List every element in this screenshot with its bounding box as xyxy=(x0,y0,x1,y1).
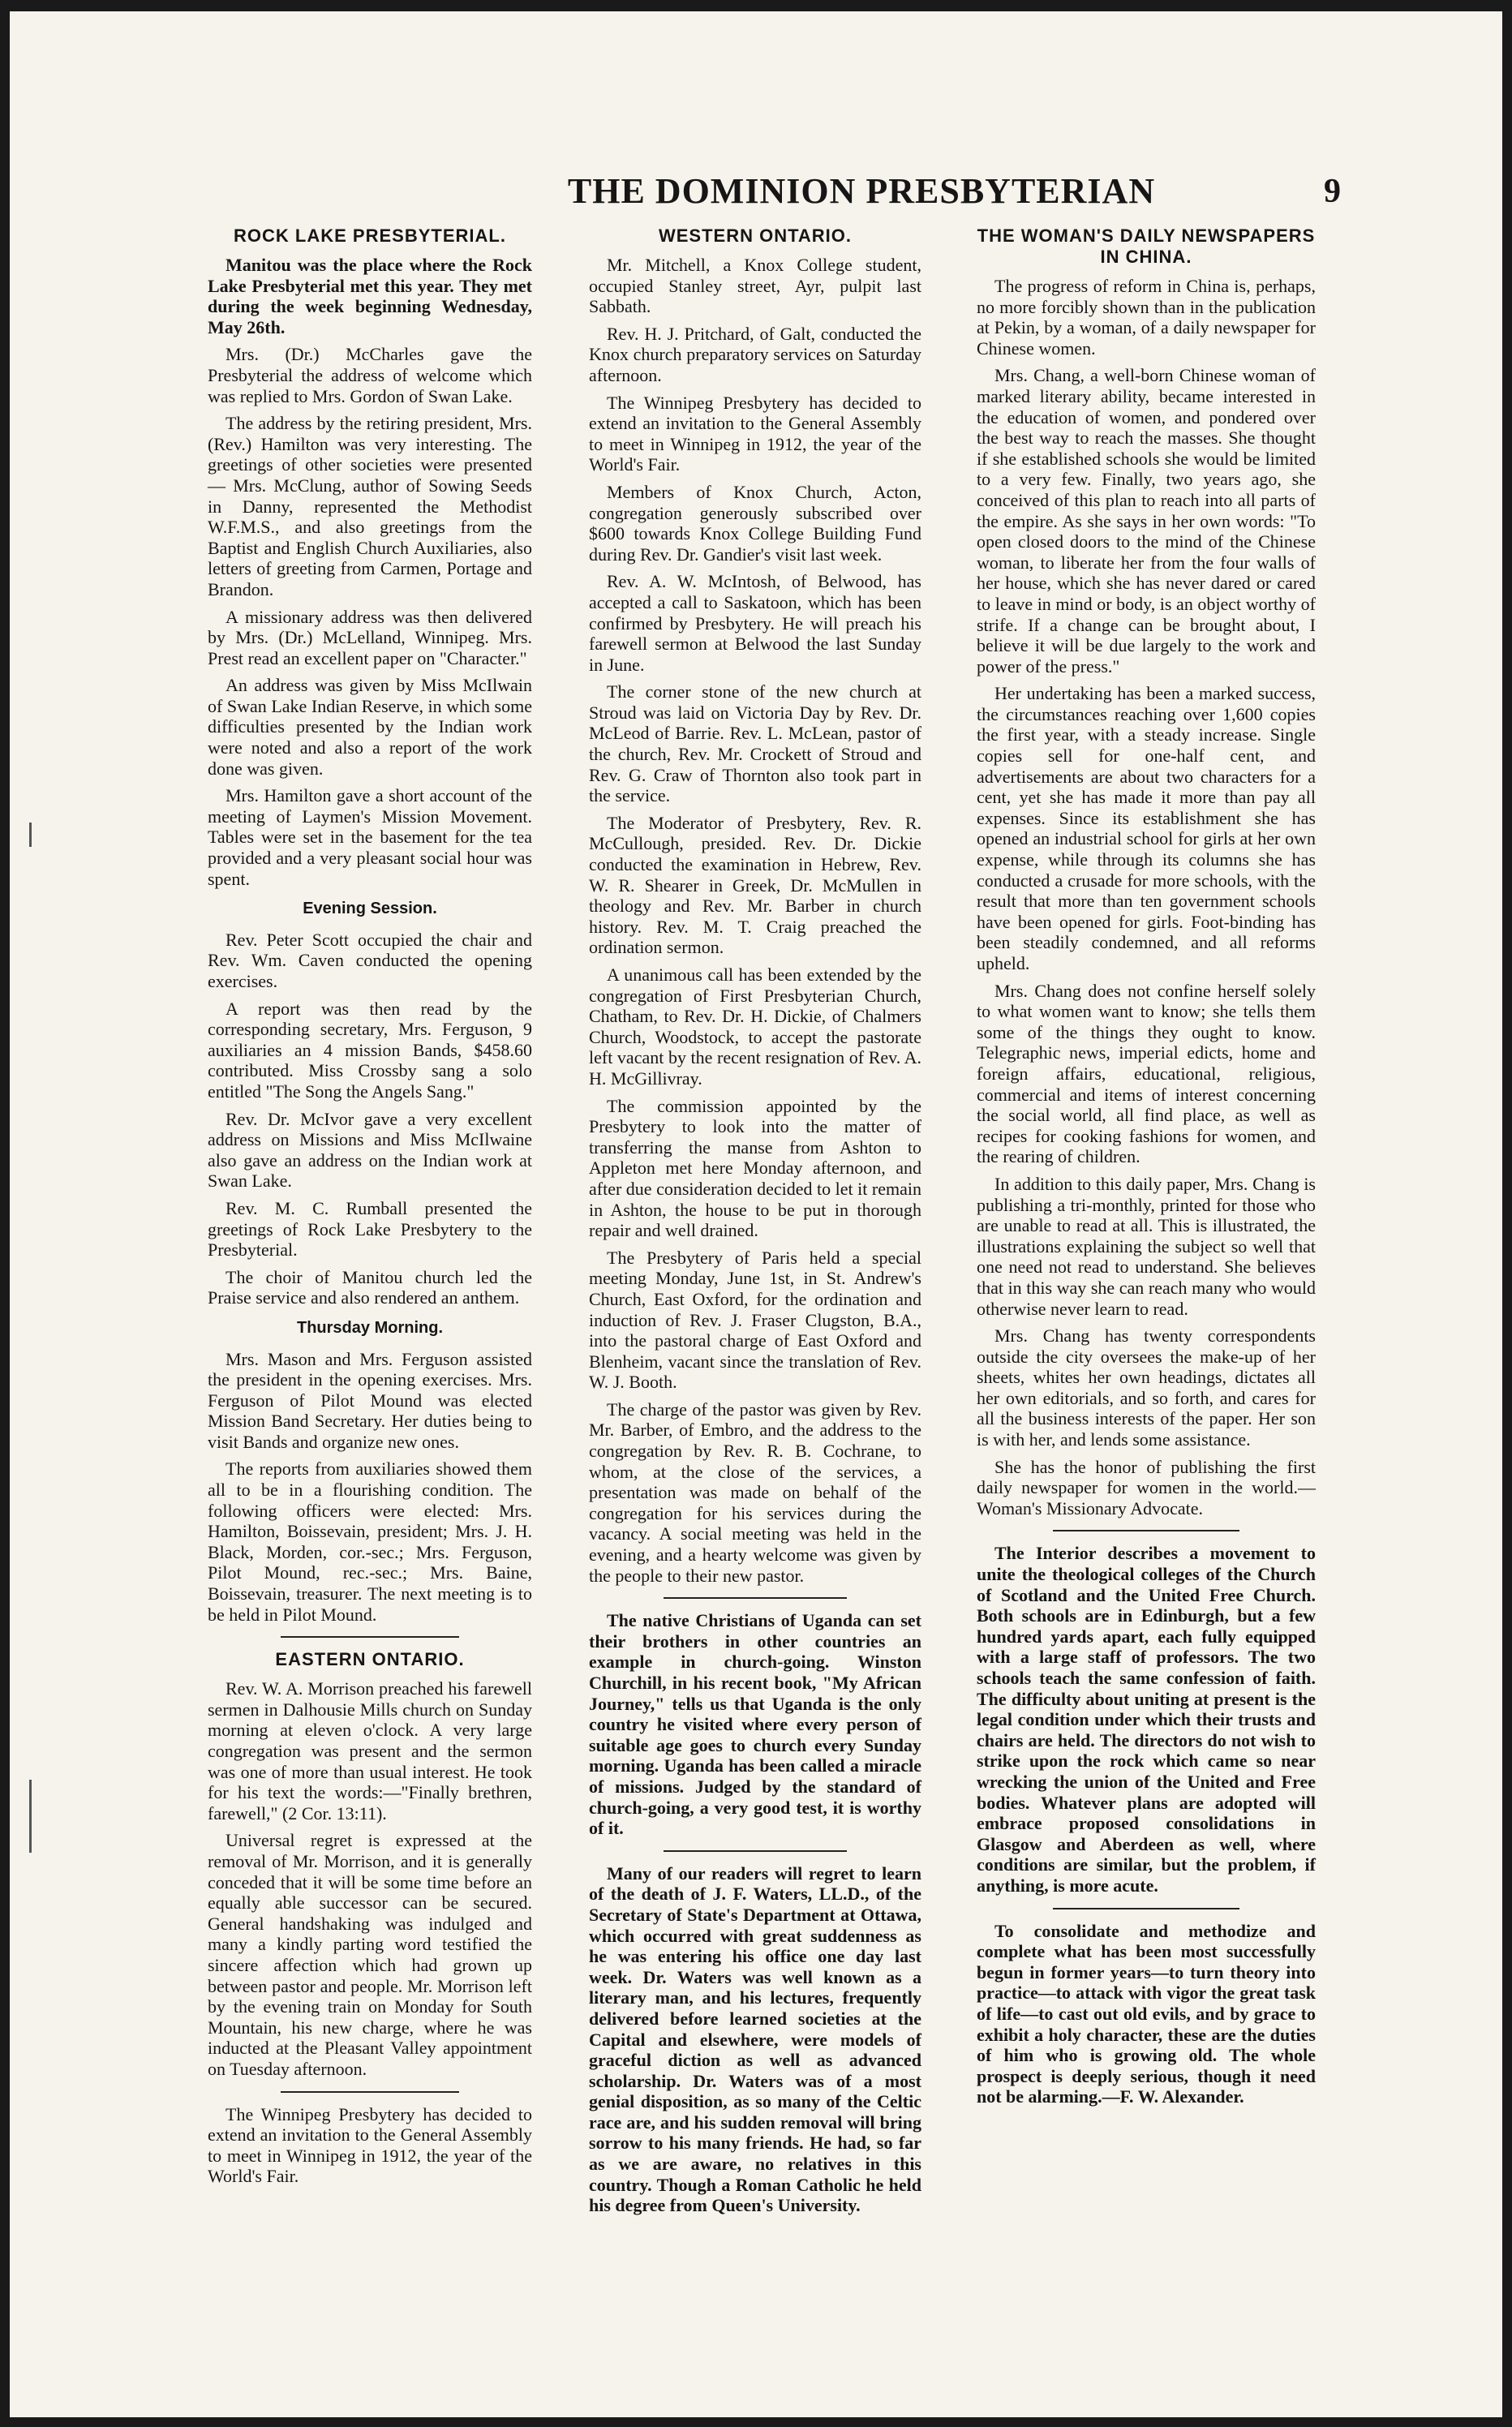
paragraph: Rev. A. W. McIntosh, of Belwood, has accepted a call to Saskatoon, which has been confirmed by Presbytery. He will preach his farewell sermon at Belwood the last Sunday in June. xyxy=(589,571,921,675)
paragraph: Mrs. Mason and Mrs. Ferguson assisted the president in the opening exercises. Mrs. Ferguson of Pilot Mound was elected Mission Band Secretary. Her duties being to visit Bands and organize new ones. xyxy=(208,1348,532,1452)
paragraph: To consolidate and methodize and complete what has been most successfully begun in former years—to turn theory into practice—to attack with vigor the great task of life—to cast out old evils, and by grace to exhibit a holy character, these are the duties of him who is growing old. The whole prospect is deeply serious, though it need not be alarming.—F. W. Alexander. xyxy=(977,1920,1316,2107)
paragraph: She has the honor of publishing the first daily newspaper for women in the world.—Woman's Missionary Advocate. xyxy=(977,1456,1316,1518)
section-heading: ROCK LAKE PRESBYTERIAL. xyxy=(234,226,506,246)
paragraph: The commission appointed by the Presbytery to look into the matter of transferring the manse from Ashton to Appleton met here Monday afternoon, and after due consideration decided to let it remain in Ashton, the house to be put in thorough repair and well drained. xyxy=(589,1095,921,1241)
paragraph: The Winnipeg Presbytery has decided to extend an invitation to the General Assembly to meet in Winnipeg in 1912, the year of the World's Fair. xyxy=(208,2103,532,2187)
section-heading: WESTERN ONTARIO. xyxy=(658,226,853,246)
paragraph: A missionary address was then delivered by Mrs. (Dr.) McLelland, Winnipeg. Mrs. Prest read an excellent paper on "Character." xyxy=(208,606,532,668)
page-number: 9 xyxy=(1324,173,1341,210)
paragraph: The choir of Manitou church led the Praise service and also rendered an anthem. xyxy=(208,1266,532,1308)
divider xyxy=(1053,1908,1239,1909)
paragraph: The reports from auxiliaries showed them all to be in a flourishing condition. The following officers were elected: Mrs. Hamilton, Boissevain, president; Mrs. J. H. Black, Morden, cor.-sec.; Mrs. Ferguson, Pilot Mound, rec.-sec.; Mrs. Baine, Boissevain, treasurer. The next meeting is to be held in Pilot Mound. xyxy=(208,1458,532,1625)
divider xyxy=(281,2091,459,2093)
paragraph: Rev. Peter Scott occupied the chair and Rev. Wm. Caven conducted the opening exercises. xyxy=(208,929,532,991)
column-2 xyxy=(589,221,921,2223)
paragraph: Rev. Dr. McIvor gave a very excellent address on Missions and Miss McIlwaine also gave an address on the Indian work at Swan Lake. xyxy=(208,1108,532,1192)
paragraph: A unanimous call has been extended by the congregation of First Presbyterian Church, Chatham, to Rev. Dr. H. Dickie, of Chalmers Church, Woodstock, to accept the pastorate left vacant by the recent resignation of Rev. A. H. McGillivray. xyxy=(589,964,921,1089)
paragraph: An address was given by Miss McIlwain of Swan Lake Indian Reserve, in which some difficulties presented by the Indian work were noted and also a report of the work done was given. xyxy=(208,675,532,779)
newspaper-page xyxy=(10,11,1502,2417)
paragraph: Mrs. Chang does not confine herself solely to what women want to know; she tells them some of the things they ought to know. Telegraphic news, imperial edicts, home and foreign affairs, educational, religious, commercial and items of interest concerning the social world, all find place, as well as recipes for cooking fashions for women, and the rearing of children. xyxy=(977,980,1316,1167)
divider xyxy=(281,1636,459,1638)
divider xyxy=(664,1850,847,1852)
divider xyxy=(1053,1530,1239,1531)
paragraph: Manitou was the place where the Rock Lake Presbyterial met this year. They met during the week beginning Wednesday, May 26th. xyxy=(208,255,532,337)
paragraph: In addition to this daily paper, Mrs. Chang is publishing a tri-monthly, printed for those who are unable to read at all. This is illustrated, the illustrations explaining the subject so well that one need not read to understand. She believes that in this way she can reach many who would otherwise never learn to read. xyxy=(977,1173,1316,1319)
section-heading: EASTERN ONTARIO. xyxy=(275,1649,465,1670)
paragraph: Her undertaking has been a marked success, the circumstances reaching over 1,600 copies the first year, with a steady increase. Single copies sell for one-half cent, and advertisements are about two characters for a cent, yet she has made it more than pay all expenses. Since its establishment she has opened an industrial school for girls at her own expense, while through its columns she has conducted a crusade for more schools, with the result that more than ten government schools have been opened for girls. Foot-binding has been steadily condemned, and all reforms upheld. xyxy=(977,683,1316,973)
paragraph: The progress of reform in China is, perhaps, no more forcibly shown than in the publication at Pekin, by a woman, of a daily newspaper for Chinese women. xyxy=(977,276,1316,359)
paragraph: The corner stone of the new church at Stroud was laid on Victoria Day by Rev. Dr. McLeod of Barrie. Rev. L. McLean, pastor of the church, Rev. Mr. Crockett of Stroud and Rev. G. Craw of Thornton also took part in the service. xyxy=(589,681,921,806)
paragraph: Mrs. Chang, a well-born Chinese woman of marked literary ability, became interested in the education of women, and pondered over the best way to reach the masses. She thought if she established schools she would be limited to a very few. Finally, two years ago, she conceived of this plan to reach into all parts of the empire. As she says in her own words: "To open closed doors to the mind of the Chinese woman, to liberate her from the four walls of her house, which she has never dared or cared to leave in mind or body, is an object worthy of strife. If a change can be brought about, I believe it will be due largely to the work and power of the press." xyxy=(977,365,1316,677)
paragraph: Mr. Mitchell, a Knox College student, occupied Stanley street, Ayr, pulpit last Sabbath. xyxy=(589,255,921,317)
binding-mark xyxy=(29,823,32,847)
paragraph: Members of Knox Church, Acton, congregation generously subscribed over $600 towards Knox College Building Fund during Rev. Dr. Gandier's visit last week. xyxy=(589,481,921,565)
column-1 xyxy=(208,221,532,2193)
subheading: Evening Session. xyxy=(303,900,437,918)
paragraph: Mrs. Hamilton gave a short account of the meeting of Laymen's Mission Movement. Tables were set in the basement for the tea provided and a very pleasant social hour was spent. xyxy=(208,785,532,889)
binding-mark xyxy=(29,1780,32,1853)
subheading: Thursday Morning. xyxy=(297,1318,443,1337)
paragraph: Mrs. (Dr.) McCharles gave the Presbyterial the address of welcome which was replied to Mrs. Gordon of Swan Lake. xyxy=(208,344,532,406)
paragraph: The Interior describes a movement to unite the theological colleges of the Church of Scotland and the United Free Church. Both schools are in Edinburgh, but a few hundred yards apart, each fully equipped with a large staff of professors. The two schools teach the same confession of faith. The difficulty about uniting at present is the legal condition under which their trusts and chairs are held. The directors do not wish to strike upon the rock which came so near wrecking the union of the United and Free bodies. Whatever plans are adopted will embrace proposed consolidations in Glasgow and Aberdeen as well, where conditions are similar, but the problem, if anything, is more acute. xyxy=(977,1543,1316,1896)
paragraph: The native Christians of Uganda can set their brothers in other countries an example in church-going. Winston Churchill, in his recent book, "My African Journey," tells us that Uganda is the only country he visited where every person of suitable age goes to church every Sunday morning. Uganda has been called a miracle of missions. Judged by the standard of church-going, a very good test, it is worthy of it. xyxy=(589,1610,921,1839)
paragraph: Many of our readers will regret to learn of the death of J. F. Waters, LL.D., of the Secretary of State's Department at Ottawa, which occurred with great suddenness as he was entering his office one day last week. Dr. Waters was well known as a literary man, and his lectures, frequently delivered before learned societies at the Capital and elsewhere, were models of graceful diction as well as advanced scholarship. Dr. Waters was of a most genial disposition, as so many of the Celtic race are, and his sudden removal will bring sorrow to his many friends. He had, so far as we are aware, no relatives in this country. Though a Roman Catholic he held his degree from Queen's University. xyxy=(589,1862,921,2216)
paragraph: The Winnipeg Presbytery has decided to extend an invitation to the General Assembly to meet in Winnipeg in 1912, the year of the World's Fair. xyxy=(589,392,921,475)
divider xyxy=(664,1597,847,1599)
running-head: THE DOMINION PRESBYTERIAN xyxy=(567,171,1156,211)
paragraph: Universal regret is expressed at the removal of Mr. Morrison, and it is generally conceded that it will be some time before an equally able successor can be secured. General handshaking was indulged and many a kindly parting word testified the sincere affection which had grown up between pastor and people. Mr. Morrison left by the evening train on Monday for South Mountain, his new charge, where he was inducted at the Pleasant Valley appointment on Tuesday afternoon. xyxy=(208,1830,532,2079)
paragraph: Rev. M. C. Rumball presented the greetings of Rock Lake Presbytery to the Presbyterial. xyxy=(208,1197,532,1261)
paragraph: The charge of the pastor was given by Rev. Mr. Barber, of Embro, and the address to the congregation by Rev. R. B. Cochrane, to whom, at the close of the services, a presentation was made on behalf of the congregation for his services during the vacancy. A social meeting was held in the evening, and a hearty welcome was given by the people to their new pastor. xyxy=(589,1398,921,1586)
paragraph: The Presbytery of Paris held a special meeting Monday, June 1st, in St. Andrew's Church, East Oxford, for the ordination and induction of Rev. J. Fraser Clugston, B.A., into the pastoral charge of East Oxford and Blenheim, vacant since the translation of Rev. W. J. Booth. xyxy=(589,1247,921,1393)
paragraph: The Moderator of Presbytery, Rev. R. McCullough, presided. Rev. Dr. Dickie conducted the examination in Hebrew, Rev. W. R. Shearer in Greek, Dr. McMullen in theology and Rev. Mr. Barber in church history. Rev. M. T. Craig preached the ordination sermon. xyxy=(589,812,921,958)
paragraph: Mrs. Chang has twenty correspondents outside the city oversees the make-up of her sheets, whites her own headings, dictates all her own editorials, and so forth, and cares for all the business interests of the paper. Her son is with her, and lends some assistance. xyxy=(977,1325,1316,1450)
section-heading: THE WOMAN'S DAILY NEWSPAPERS IN CHINA. xyxy=(977,226,1316,267)
paragraph: The address by the retiring president, Mrs. (Rev.) Hamilton was very interesting. The greetings of other societies were presented — Mrs. McClung, author of Sowing Seeds in Danny, represented the Methodist W.F.M.S., and also greetings from the Baptist and English Church Auxiliaries, also letters of greeting from Carmen, Portage and Brandon. xyxy=(208,413,532,599)
paragraph: A report was then read by the corresponding secretary, Mrs. Ferguson, 9 auxiliaries an 4 mission Bands, $458.60 contributed. Miss Crossby sang a solo entitled "The Song the Angels Sang." xyxy=(208,998,532,1102)
paragraph: Rev. W. A. Morrison preached his farewell sermen in Dalhousie Mills church on Sunday morning at eleven o'clock. A very large congregation was present and the sermon was one of more than usual interest. He took for his text the words:—"Finally brethren, farewell," (2 Cor. 13:11). xyxy=(208,1678,532,1823)
paragraph: Rev. H. J. Pritchard, of Galt, conducted the Knox church preparatory services on Saturday afternoon. xyxy=(589,323,921,385)
column-3 xyxy=(977,221,1316,2114)
